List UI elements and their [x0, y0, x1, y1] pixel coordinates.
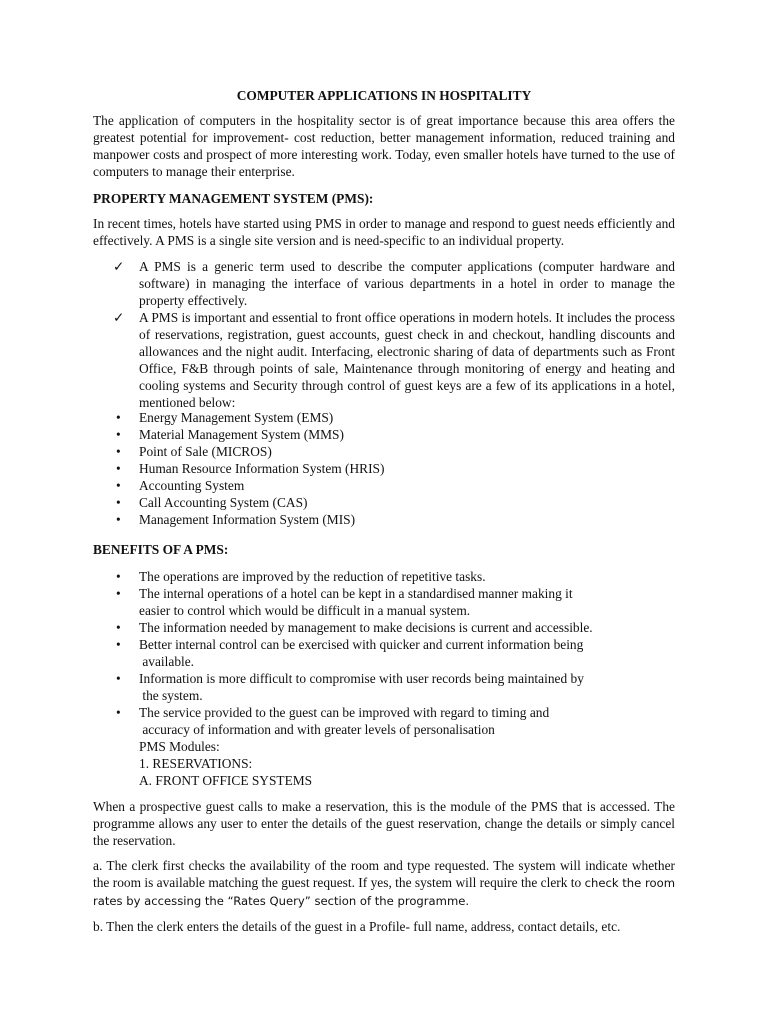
reservation-paragraph: When a prospective guest calls to make a reservation, this is the module of the PMS that is accessed. The programme allows any user to enter the details of the guest reservation, change the details or simply cancel the reservation. — [93, 799, 675, 848]
step-a-rates-text: check the room rates by accessing the “Rates Query” section of the programme. — [93, 876, 675, 908]
list-item — [93, 585, 675, 619]
bullet-icon: • — [116, 410, 121, 425]
document-title: COMPUTER APPLICATIONS IN HOSPITALITY — [236, 88, 532, 103]
bullet-icon: • — [116, 637, 121, 652]
intro-paragraph: The application of computers in the hospitality sector is of great importance because this area offers the greatest potential for improvement- cost reduction, better management information, reduced training and manpower costs and prospect of more interesting work. Today, even smaller hotels have turned to the use of computers to manage their enterprise. — [93, 113, 675, 179]
bullet-icon: • — [116, 495, 121, 510]
list-item-text: The internal operations of a hotel can be kept in a standardised manner making it — [139, 586, 573, 601]
list-item-text: Call Accounting System (CAS) — [139, 495, 308, 510]
check-icon: ✓ — [113, 259, 125, 274]
list-item-text: Accounting System — [139, 478, 245, 493]
bullet-icon: • — [116, 444, 121, 459]
step-b-paragraph: b. Then the clerk enters the details of the guest in a Profile- full name, address, contact details, etc. — [93, 919, 621, 934]
list-item-text: The service provided to the guest can be improved with regard to timing and — [139, 705, 550, 720]
list-item-text: accuracy of information and with greater levels of personalisation — [139, 722, 495, 737]
pms-heading: PROPERTY MANAGEMENT SYSTEM (PMS): — [93, 191, 374, 206]
list-item-text: Point of Sale (MICROS) — [139, 444, 272, 459]
list-item-text: The operations are improved by the reduction of repetitive tasks. — [139, 569, 486, 584]
list-item-text: Management Information System (MIS) — [139, 512, 356, 527]
front-office-label: A. FRONT OFFICE SYSTEMS — [139, 773, 313, 788]
list-item-text: Material Management System (MMS) — [139, 427, 344, 442]
checklist-item-text: A PMS is important and essential to front office operations in modern hotels. It includes the process of reservations, registration, guest accounts, guest check in and checkout, handling discounts and allowances and the night audit. Interfacing, electronic sharing of data of departments such as Front Office, F&B through points of sale, Maintenance through monitoring of energy and heating and cooling systems and Security through control of guest keys are a few of its applications in a hotel, mentioned below: — [139, 310, 675, 410]
list-item-text: Human Resource Information System (HRIS) — [139, 461, 385, 476]
list-item — [93, 619, 675, 636]
bullet-icon: • — [116, 427, 121, 442]
bullet-icon: • — [116, 478, 121, 493]
list-item — [93, 409, 675, 426]
bullet-icon: • — [116, 512, 121, 527]
reservations-label: 1. RESERVATIONS: — [139, 756, 253, 771]
list-item — [93, 568, 675, 585]
bullet-icon: • — [116, 586, 121, 601]
list-item — [93, 426, 675, 443]
list-item — [93, 494, 675, 511]
bullet-icon: • — [116, 620, 121, 635]
list-item — [93, 460, 675, 477]
checklist-item — [93, 309, 675, 411]
step-a-text: a. The clerk first checks the availability of the room and type requested. The system will indicate whether the room is available matching the guest request. If yes, the system will require the clerk to — [93, 858, 675, 890]
bullet-icon: • — [116, 705, 121, 720]
step-a-paragraph — [93, 857, 675, 910]
list-item — [93, 511, 675, 528]
checklist-item-text: A PMS is a generic term used to describe the computer applications (computer hardware and software) in managing the interface of various departments in a hotel in order to manage the property effectively. — [139, 259, 675, 308]
checklist-item — [93, 258, 675, 309]
list-item-text: Energy Management System (EMS) — [139, 410, 334, 425]
systems-list — [93, 409, 675, 528]
list-item-text: Information is more difficult to compromise with user records being maintained by — [139, 671, 584, 686]
pms-checklist — [93, 258, 675, 411]
modules-label: PMS Modules: — [139, 739, 220, 754]
list-item-text: The information needed by management to make decisions is current and accessible. — [139, 620, 593, 635]
bullet-icon: • — [116, 569, 121, 584]
list-item-text: easier to control which would be difficult in a manual system. — [139, 603, 471, 618]
benefits-list — [93, 568, 675, 738]
check-icon: ✓ — [113, 310, 125, 325]
list-item-text: Better internal control can be exercised with quicker and current information being — [139, 637, 584, 652]
list-item — [93, 670, 675, 704]
pms-intro-paragraph: In recent times, hotels have started using PMS in order to manage and respond to guest needs efficiently and effectively. A PMS is a single site version and is need-specific to an individual property. — [93, 216, 675, 248]
list-item — [93, 477, 675, 494]
bullet-icon: • — [116, 671, 121, 686]
list-item — [93, 636, 675, 670]
bullet-icon: • — [116, 461, 121, 476]
benefits-heading: BENEFITS OF A PMS: — [93, 542, 229, 557]
list-item-text: available. — [139, 654, 195, 669]
list-item — [93, 443, 675, 460]
list-item — [93, 704, 675, 738]
list-item-text: the system. — [139, 688, 203, 703]
